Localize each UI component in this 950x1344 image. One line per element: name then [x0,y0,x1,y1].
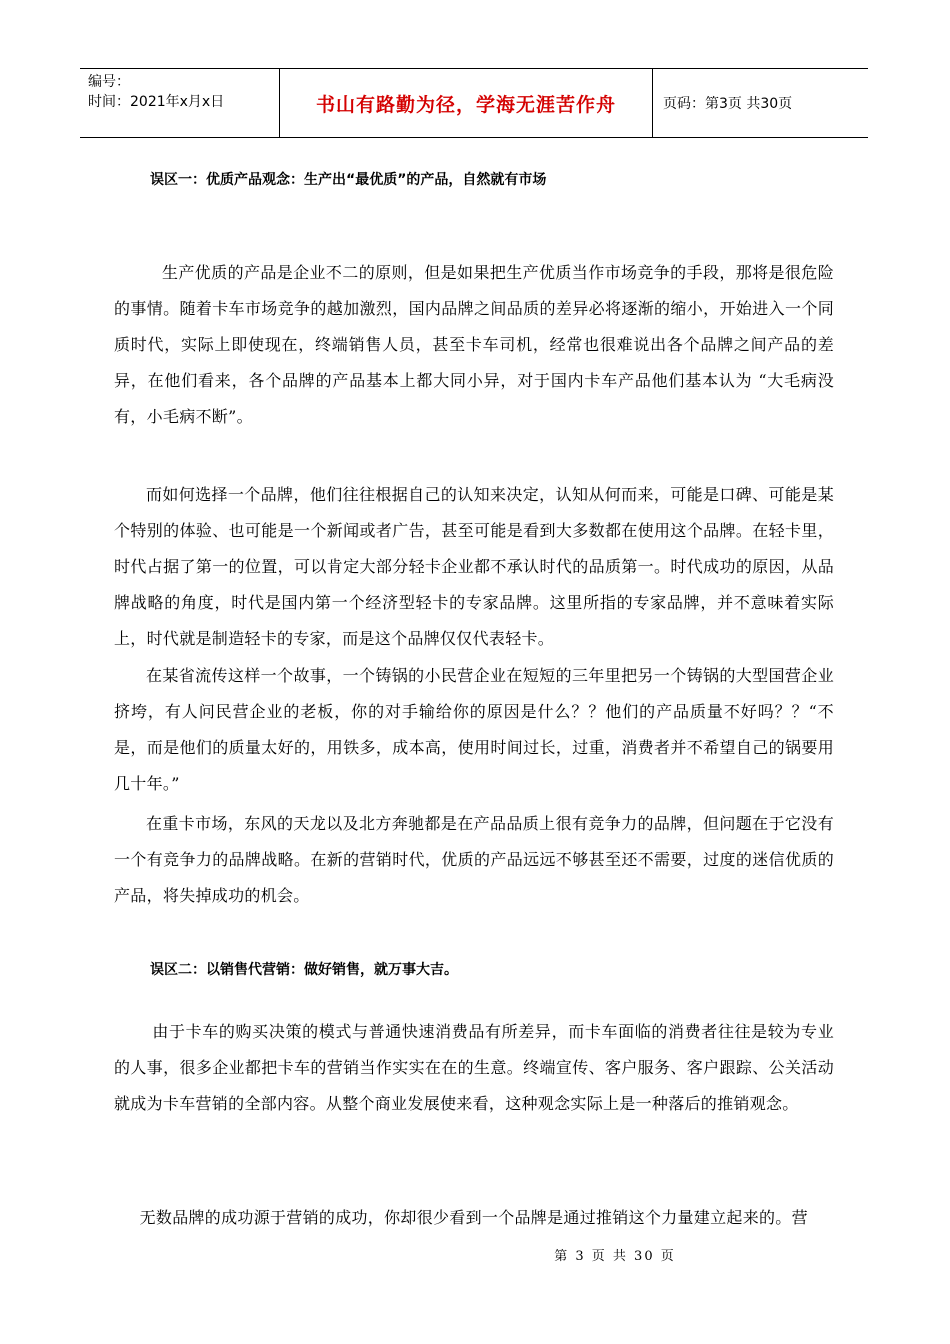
header-motto: 书山有路勤为径，学海无涯苦作舟 [280,69,653,137]
header-page-number: 页码：第3页 共30页 [663,96,793,112]
paragraph: 在重卡市场，东风的天龙以及北方奔驰都是在产品品质上很有竞争力的品牌，但问题在于它没有一个有竞争力的品牌战略。在新的营销时代，优质的产品远远不够甚至还不需要，过度的迷信优质的产品，将失掉成功的机会。 [114,814,834,905]
paragraph: 由于卡车的购买决策的模式与普通快速消费品有所差异，而卡车面临的消费者往往是较为专业的人事，很多企业都把卡车的营销当作实实在在的生意。终端宣传、客户服务、客户跟踪、公关活动就成为卡车营销的全部内容。从整个商业发展使来看，这种观念实际上是一种落后的推销观念。 [114,1022,834,1113]
page-footer: 第 3 页 共 30 页 [554,1249,676,1264]
section-heading-1: 误区一：优质产品观念：生产出“最优质”的产品，自然就有市场 [150,172,547,188]
document-date: 时间：2021年x月x日 [88,94,225,110]
section-heading-2: 误区二：以销售代营销：做好销售，就万事大吉。 [150,962,458,978]
paragraph: 生产优质的产品是企业不二的原则，但是如果把生产优质当作市场竞争的手段，那将是很危险的事情。随着卡车市场竞争的越加激烈，国内品牌之间品质的差异必将逐渐的缩小，开始进入一个同质时代，实际上即使现在，终端销售人员，甚至卡车司机，经常也很难说出各个品牌之间产品的差异，在他们看来，各个品牌的产品基本上都大同小异，对于国内卡车产品他们基本认为 “大毛病没有，小毛病不断”。 [114,263,834,426]
paragraph: 在某省流传这样一个故事，一个铸锅的小民营企业在短短的三年里把另一个铸锅的大型国营企业挤垮，有人问民营企业的老板，你的对手输给你的原因是什么？？他们的产品质量不好吗？？“不是，而是他们的质量太好的，用铁多，成本高，使用时间过长，过重，消费者并不希望自己的锅要用几十年。” [114,666,834,793]
paragraph: 无数品牌的成功源于营销的成功，你却很少看到一个品牌是通过推销这个力量建立起来的。营 [139,1208,808,1227]
paragraph: 而如何选择一个品牌，他们往往根据自己的认知来决定，认知从何而来，可能是口碑、可能是某个特别的体验、也可能是一个新闻或者广告，甚至可能是看到大多数都在使用这个品牌。在轻卡里，时代占据了第一的位置，可以肯定大部分轻卡企业都不承认时代的品质第一。时代成功的原因，从品牌战略的角度，时代是国内第一个经济型轻卡的专家品牌。这里所指的专家品牌，并不意味着实际上，时代就是制造轻卡的专家，而是这个品牌仅仅代表轻卡。 [114,485,834,648]
page-header [80,68,868,138]
document-number: 编号： [88,74,130,90]
header-meta [80,69,280,137]
